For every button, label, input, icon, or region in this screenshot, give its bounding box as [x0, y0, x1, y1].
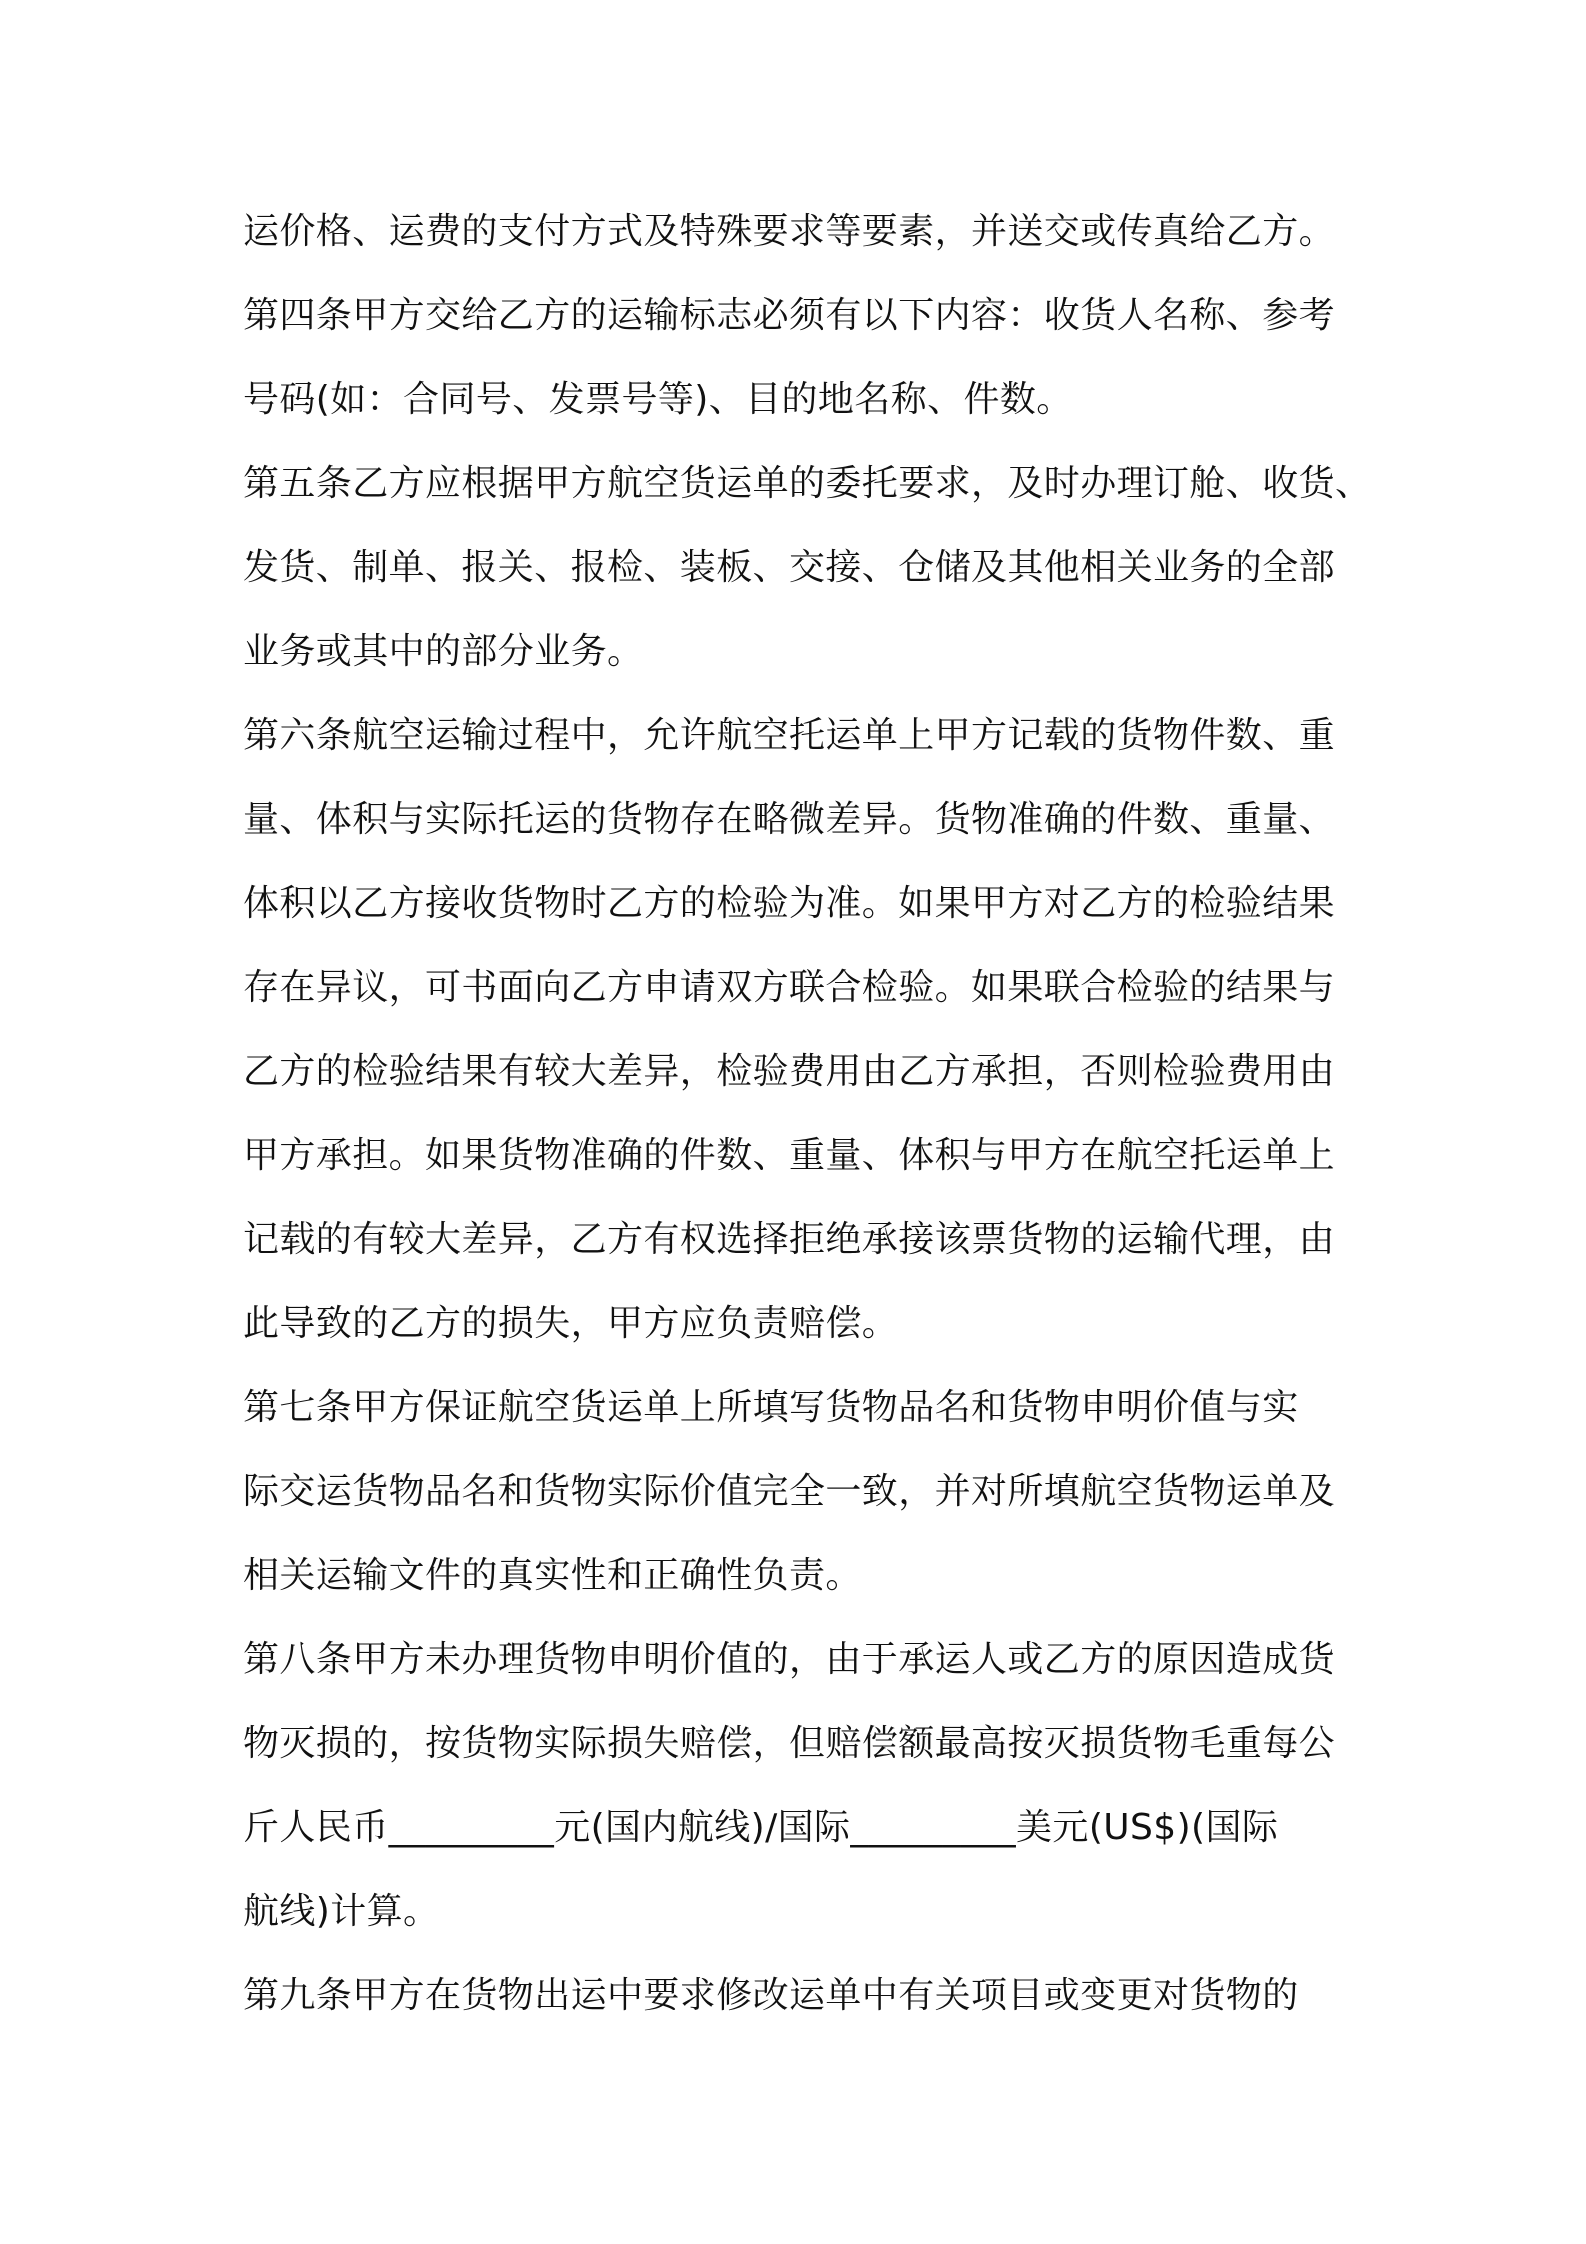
text-line: 际交运货物品名和货物实际价值完全一致，并对所填航空货物运单及 [243, 1471, 1336, 1512]
text-line: 甲方承担。如果货物准确的件数、重量、体积与甲方在航空托运单上 [243, 1135, 1336, 1176]
text-line: 体积以乙方接收货物时乙方的检验为准。如果甲方对乙方的检验结果 [243, 883, 1336, 924]
text-line: 第五条乙方应根据甲方航空货运单的委托要求，及时办理订舱、收货、 [243, 463, 1372, 504]
text-line: 记载的有较大差异，乙方有权选择拒绝承接该票货物的运输代理，由 [243, 1219, 1336, 1260]
text-line: 量、体积与实际托运的货物存在略微差异。货物准确的件数、重量、 [243, 799, 1336, 840]
text-line: 相关运输文件的真实性和正确性负责。 [243, 1555, 862, 1596]
text-line: 乙方的检验结果有较大差异，检验费用由乙方承担，否则检验费用由 [243, 1051, 1336, 1092]
text-line: 第九条甲方在货物出运中要求修改运单中有关项目或变更对货物的 [243, 1975, 1299, 2016]
text-line: 第四条甲方交给乙方的运输标志必须有以下内容：收货人名称、参考 [243, 295, 1336, 336]
text-line: 第六条航空运输过程中，允许航空托运单上甲方记载的货物件数、重 [243, 715, 1336, 756]
text-line: 业务或其中的部分业务。 [243, 631, 644, 672]
text-line: 存在异议，可书面向乙方申请双方联合检验。如果联合检验的结果与 [243, 967, 1336, 1008]
text-line: 第八条甲方未办理货物申明价值的，由于承运人或乙方的原因造成货 [243, 1639, 1336, 1680]
text-line: 航线)计算。 [243, 1891, 440, 1932]
text-line: 第七条甲方保证航空货运单上所填写货物品名和货物申明价值与实 [243, 1387, 1299, 1428]
contract-text-body [243, 190, 1372, 2038]
text-line: 号码(如：合同号、发票号等)、目的地名称、件数。 [243, 379, 1073, 420]
text-line: 发货、制单、报关、报检、装板、交接、仓储及其他相关业务的全部 [243, 547, 1336, 588]
text-line: 斤人民币_________元(国内航线)/国际_________美元(US$)(国际 [243, 1807, 1279, 1848]
text-line: 此导致的乙方的损失，甲方应负责赔偿。 [243, 1303, 899, 1344]
text-line: 物灭损的，按货物实际损失赔偿，但赔偿额最高按灭损货物毛重每公 [243, 1723, 1336, 1764]
text-line: 运价格、运费的支付方式及特殊要求等要素，并送交或传真给乙方。 [243, 211, 1336, 252]
